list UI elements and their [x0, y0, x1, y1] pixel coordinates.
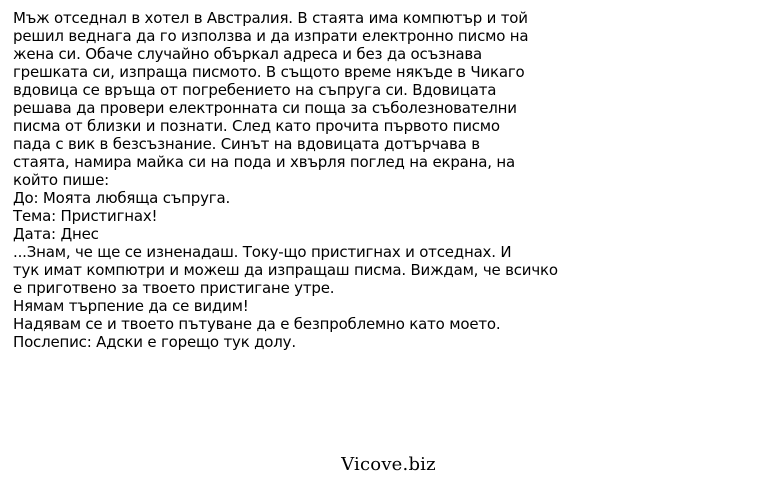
text-line: пада с вик в безсъзнание. Синът на вдовицата дотърчава в — [13, 135, 480, 153]
email-body-line: Нямам търпение да се видим! — [13, 297, 249, 315]
email-body-line: Надявам се и твоето пътуване да е безпроблемно като моето. — [13, 315, 501, 333]
text-line: вдовица се връща от погребението на съпруга си. Вдовицата — [13, 81, 497, 99]
text-line: жена си. Обаче случайно объркал адреса и без да осъзнава — [13, 45, 482, 63]
text-line: решава да провери електронната си поща за съболезнователни — [13, 99, 517, 117]
email-body-line: ...Знам, че ще се изненадаш. Току-що пристигнах и отседнах. И — [13, 243, 512, 261]
email-postscript-line: Послепис: Адски е горещо тук долу. — [13, 333, 296, 351]
joke-text-block — [13, 9, 773, 351]
text-line: решил веднага да го използва и да изпрати електронно писмо на — [13, 27, 529, 45]
text-line: писма от близки и познати. След като прочита първото писмо — [13, 117, 500, 135]
email-body-line: е приготвено за твоето пристигане утре. — [13, 279, 335, 297]
email-date-line: Дата: Днес — [13, 225, 99, 243]
email-subject-line: Тема: Пристигнах! — [13, 207, 158, 225]
email-body-line: тук имат компютри и можеш да изпращаш писма. Виждам, че всичко — [13, 261, 558, 279]
text-line: грешката си, изпраща писмото. В същото време някъде в Чикаго — [13, 63, 525, 81]
email-to-line: До: Моята любяща съпруга. — [13, 189, 231, 207]
text-line: Мъж отседнал в хотел в Австралия. В стаята има компютър и той — [13, 9, 528, 27]
site-watermark: Vicove.biz — [341, 454, 436, 475]
text-line: който пише: — [13, 171, 110, 189]
text-line: стаята, намира майка си на пода и хвърля поглед на екрана, на — [13, 153, 515, 171]
